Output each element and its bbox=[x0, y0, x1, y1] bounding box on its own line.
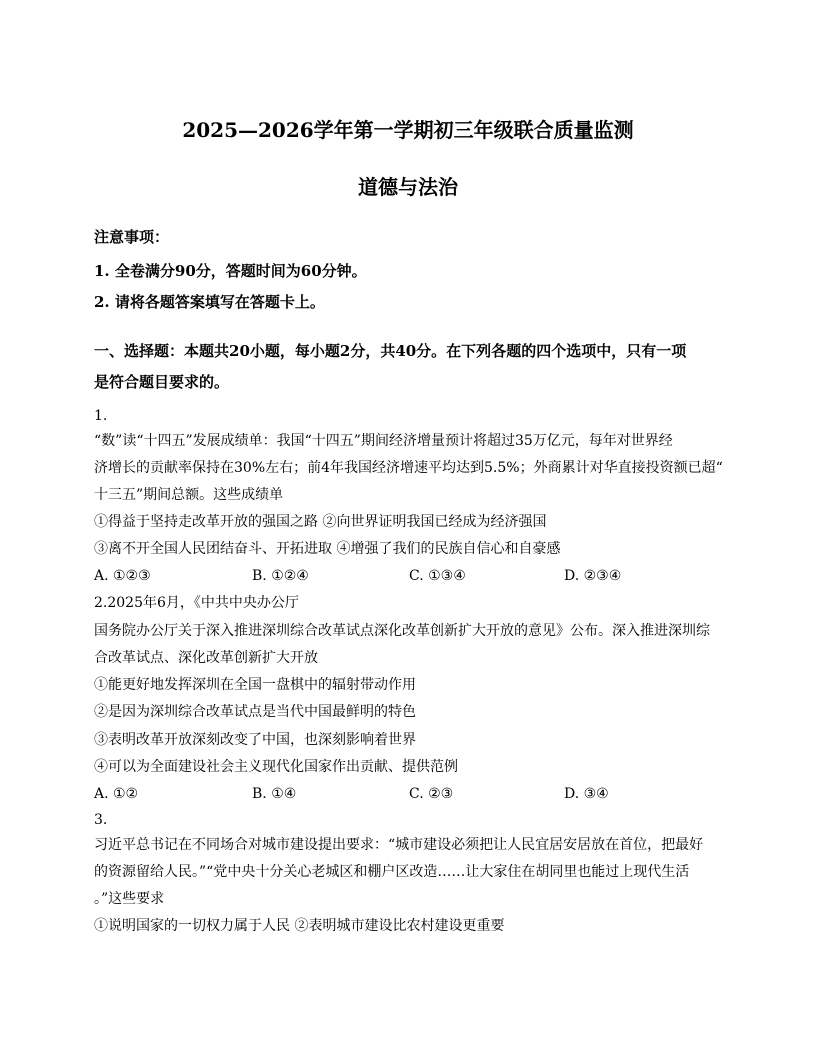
question-number: 3. bbox=[94, 812, 108, 828]
option-d: D. ②③④ bbox=[564, 568, 622, 584]
question-stem: 习近平总书记在不同场合对城市建设提出要求：“城市建设必须把让人民宜居安居放在首位，把最好 bbox=[94, 837, 704, 853]
question-stem: 的资源留给人民。”“党中央十分关心老城区和棚户区改造……让大家住在胡同里也能过上现代生活 bbox=[94, 864, 690, 880]
option-a: A. ①② bbox=[94, 786, 139, 802]
option-b: B. ①②④ bbox=[252, 568, 309, 584]
question-number: 1. bbox=[94, 408, 108, 424]
option-a: A. ①②③ bbox=[94, 568, 151, 584]
notice-item: 2. 请将各题答案填写在答题卡上。 bbox=[94, 293, 325, 311]
question-stem: 合改革试点、深化改革创新扩大开放 bbox=[94, 650, 318, 666]
subject-title: 道德与法治 bbox=[358, 175, 458, 199]
question-stem: 2.2025年6月，《中共中央办公厅 bbox=[94, 595, 299, 611]
statement-line: ①能更好地发挥深圳在全国一盘棋中的辐射带动作用 bbox=[94, 677, 416, 693]
option-c: C. ②③ bbox=[409, 786, 454, 802]
option-d: D. ③④ bbox=[564, 786, 609, 802]
exam-title: 2025—2026学年第一学期初三年级联合质量监测 bbox=[182, 118, 634, 142]
section-heading: 一、选择题：本题共20小题，每小题2分，共40分。在下列各题的四个选项中，只有一项 bbox=[94, 342, 687, 360]
statement-line: ①得益于坚持走改革开放的强国之路 ②向世界证明我国已经成为经济强国 bbox=[94, 514, 547, 530]
question-stem: 。”这些要求 bbox=[94, 891, 165, 907]
notice-heading: 注意事项： bbox=[94, 228, 170, 246]
section-heading-cont: 是符合题目要求的。 bbox=[94, 373, 230, 391]
statement-line: ②是因为深圳综合改革试点是当代中国最鲜明的特色 bbox=[94, 704, 416, 720]
option-c: C. ①③④ bbox=[409, 568, 466, 584]
statement-line: ③表明改革开放深刻改变了中国，也深刻影响着世界 bbox=[94, 732, 416, 748]
statement-line: ④可以为全面建设社会主义现代化国家作出贡献、提供范例 bbox=[94, 759, 458, 775]
question-stem: 十三五”期间总额。这些成绩单 bbox=[94, 487, 284, 503]
question-stem: 国务院办公厅关于深入推进深圳综合改革试点深化改革创新扩大开放的意见》公布。深入推进深圳综 bbox=[94, 623, 710, 639]
notice-item: 1. 全卷满分90分，答题时间为60分钟。 bbox=[94, 262, 367, 280]
question-stem: “数”读“十四五”发展成绩单：我国“十四五”期间经济增量预计将超过35万亿元，每年对世界经 bbox=[94, 433, 673, 449]
question-stem: 济增长的贡献率保持在30%左右；前4年我国经济增速平均达到5.5%；外商累计对华直接投资额已超“ bbox=[94, 460, 723, 476]
statement-line: ③离不开全国人民团结奋斗、开拓进取 ④增强了我们的民族自信心和自豪感 bbox=[94, 541, 561, 557]
statement-line: ①说明国家的一切权力属于人民 ②表明城市建设比农村建设更重要 bbox=[94, 918, 505, 934]
option-b: B. ①④ bbox=[252, 786, 297, 802]
